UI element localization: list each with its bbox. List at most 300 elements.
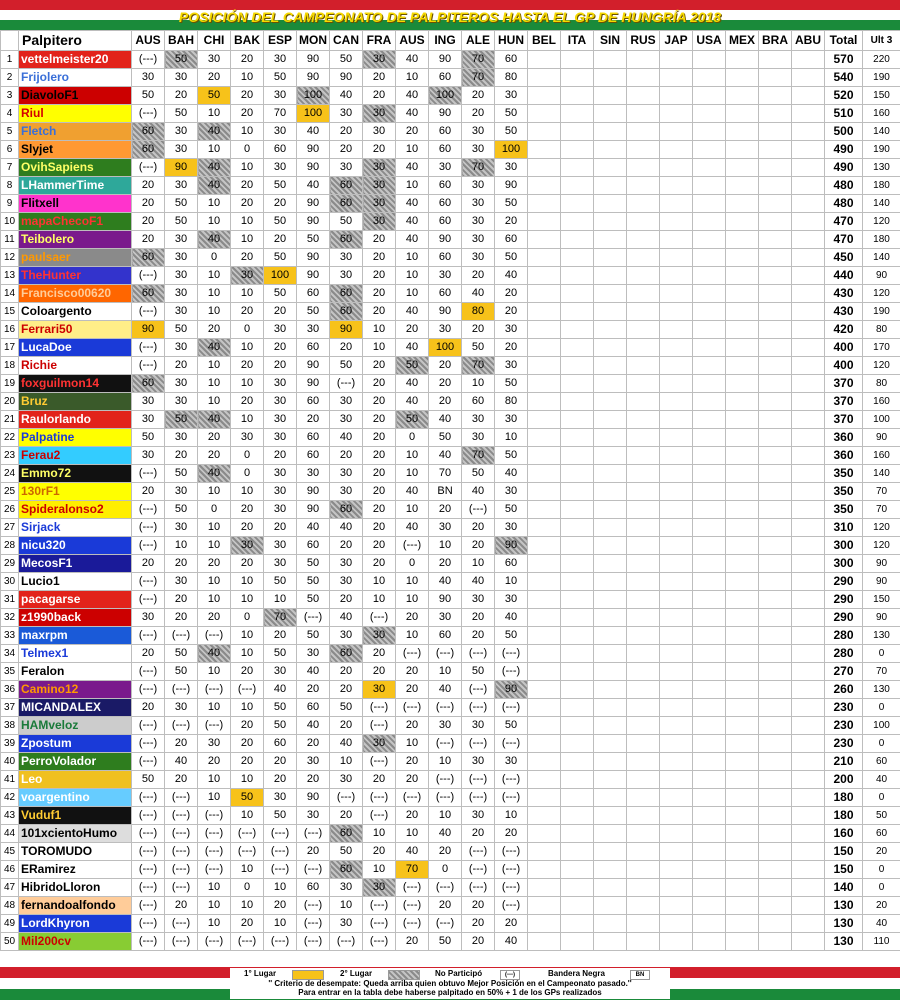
score-cell: 30 — [495, 321, 528, 339]
player-name-cell: Teibolero — [19, 231, 132, 249]
score-cell: 30 — [330, 555, 363, 573]
empty-score-cell — [594, 753, 627, 771]
score-cell: 50 — [462, 663, 495, 681]
empty-score-cell — [726, 519, 759, 537]
empty-score-cell — [759, 231, 792, 249]
empty-score-cell — [627, 627, 660, 645]
score-cell: 10 — [396, 447, 429, 465]
score-cell: 20 — [198, 429, 231, 447]
score-cell: (---) — [495, 771, 528, 789]
score-cell: 90 — [495, 177, 528, 195]
score-cell: 0 — [396, 555, 429, 573]
score-cell: 50 — [264, 213, 297, 231]
empty-score-cell — [594, 537, 627, 555]
player-name-cell: MecosF1 — [19, 555, 132, 573]
empty-score-cell — [660, 357, 693, 375]
empty-score-cell — [627, 771, 660, 789]
empty-score-cell — [660, 69, 693, 87]
score-cell: 100 — [495, 141, 528, 159]
score-cell: (---) — [495, 843, 528, 861]
empty-score-cell — [693, 501, 726, 519]
empty-score-cell — [660, 195, 693, 213]
position-cell: 44 — [1, 825, 19, 843]
empty-score-cell — [561, 375, 594, 393]
table-row — [1, 573, 900, 591]
empty-score-cell — [594, 825, 627, 843]
empty-score-cell — [693, 375, 726, 393]
score-cell: 90 — [297, 357, 330, 375]
score-cell: (---) — [429, 699, 462, 717]
score-cell: 20 — [363, 843, 396, 861]
empty-score-cell — [627, 285, 660, 303]
empty-score-cell — [759, 627, 792, 645]
player-name-cell: Leo — [19, 771, 132, 789]
score-cell: (---) — [363, 609, 396, 627]
score-cell: (---) — [429, 735, 462, 753]
legend-blackflag-label: Bandera Negra — [548, 969, 605, 978]
score-cell: 20 — [297, 735, 330, 753]
empty-score-cell — [792, 501, 825, 519]
table-row — [1, 627, 900, 645]
empty-score-cell — [792, 303, 825, 321]
score-cell: 60 — [297, 393, 330, 411]
score-cell: 10 — [396, 69, 429, 87]
position-cell: 20 — [1, 393, 19, 411]
last3-cell: 0 — [863, 645, 900, 663]
empty-score-cell — [594, 735, 627, 753]
score-cell: (---) — [297, 915, 330, 933]
score-cell: 50 — [132, 429, 165, 447]
score-cell: 10 — [198, 357, 231, 375]
score-cell: 10 — [264, 879, 297, 897]
score-cell: 20 — [363, 483, 396, 501]
score-cell: 50 — [330, 699, 363, 717]
empty-score-cell — [561, 195, 594, 213]
score-cell: 80 — [495, 69, 528, 87]
score-cell: 70 — [462, 159, 495, 177]
score-cell: 30 — [363, 105, 396, 123]
score-cell: 100 — [297, 105, 330, 123]
total-cell: 400 — [825, 339, 863, 357]
empty-score-cell — [660, 771, 693, 789]
score-cell: (---) — [330, 933, 363, 951]
empty-score-cell — [792, 933, 825, 951]
score-cell: 30 — [495, 159, 528, 177]
score-cell: 60 — [132, 141, 165, 159]
score-cell: (---) — [165, 843, 198, 861]
table-row — [1, 717, 900, 735]
score-cell: 100 — [297, 87, 330, 105]
empty-score-cell — [561, 753, 594, 771]
score-cell: 10 — [198, 303, 231, 321]
total-cell: 260 — [825, 681, 863, 699]
empty-score-cell — [726, 555, 759, 573]
empty-score-cell — [528, 411, 561, 429]
empty-score-cell — [660, 663, 693, 681]
score-cell: 30 — [165, 303, 198, 321]
score-cell: (---) — [132, 357, 165, 375]
empty-score-cell — [792, 51, 825, 69]
empty-score-cell — [693, 663, 726, 681]
position-cell: 26 — [1, 501, 19, 519]
score-cell: 30 — [462, 429, 495, 447]
last3-cell: 170 — [863, 339, 900, 357]
score-cell: 40 — [429, 825, 462, 843]
score-cell: 30 — [495, 411, 528, 429]
table-row — [1, 501, 900, 519]
score-cell: 60 — [297, 339, 330, 357]
score-cell: 10 — [396, 465, 429, 483]
position-cell: 17 — [1, 339, 19, 357]
position-cell: 18 — [1, 357, 19, 375]
column-header-race: BAK — [231, 31, 264, 51]
empty-score-cell — [594, 897, 627, 915]
last3-cell: 0 — [863, 699, 900, 717]
empty-score-cell — [660, 375, 693, 393]
score-cell: 30 — [330, 159, 363, 177]
score-cell: BN — [429, 483, 462, 501]
score-cell: (---) — [330, 375, 363, 393]
last3-cell: 120 — [863, 357, 900, 375]
score-cell: 0 — [231, 141, 264, 159]
score-cell: 20 — [330, 123, 363, 141]
score-cell: 10 — [198, 915, 231, 933]
table-row — [1, 195, 900, 213]
empty-score-cell — [594, 519, 627, 537]
score-cell: 30 — [297, 321, 330, 339]
empty-score-cell — [693, 447, 726, 465]
score-cell: 10 — [363, 591, 396, 609]
empty-score-cell — [759, 303, 792, 321]
score-cell: 30 — [495, 753, 528, 771]
score-cell: 90 — [495, 537, 528, 555]
score-cell: 20 — [330, 717, 363, 735]
score-cell: 20 — [198, 609, 231, 627]
empty-score-cell — [627, 411, 660, 429]
score-cell: 20 — [231, 249, 264, 267]
empty-score-cell — [759, 645, 792, 663]
score-cell: 30 — [330, 879, 363, 897]
empty-score-cell — [693, 879, 726, 897]
score-cell: 10 — [396, 501, 429, 519]
score-cell: 50 — [165, 645, 198, 663]
score-cell: 30 — [363, 123, 396, 141]
empty-score-cell — [660, 879, 693, 897]
empty-score-cell — [660, 627, 693, 645]
total-cell: 310 — [825, 519, 863, 537]
score-cell: 10 — [165, 537, 198, 555]
score-cell: 50 — [165, 501, 198, 519]
score-cell: 30 — [363, 681, 396, 699]
score-cell: 20 — [462, 537, 495, 555]
player-name-cell: fernandoalfondo — [19, 897, 132, 915]
empty-score-cell — [528, 825, 561, 843]
empty-score-cell — [693, 141, 726, 159]
score-cell: 40 — [396, 339, 429, 357]
empty-score-cell — [726, 483, 759, 501]
score-cell: 30 — [462, 213, 495, 231]
score-cell: (---) — [264, 861, 297, 879]
score-cell: (---) — [297, 825, 330, 843]
table-row — [1, 393, 900, 411]
last3-cell: 160 — [863, 447, 900, 465]
last3-cell: 220 — [863, 51, 900, 69]
score-cell: 30 — [165, 285, 198, 303]
table-row — [1, 411, 900, 429]
score-cell: 30 — [264, 789, 297, 807]
score-cell: 10 — [198, 771, 231, 789]
score-cell: 30 — [231, 537, 264, 555]
score-cell: 0 — [198, 501, 231, 519]
score-cell: 10 — [396, 735, 429, 753]
player-name-cell: pacagarse — [19, 591, 132, 609]
score-cell: (---) — [132, 591, 165, 609]
score-cell: 20 — [264, 519, 297, 537]
position-cell: 6 — [1, 141, 19, 159]
empty-score-cell — [561, 573, 594, 591]
score-cell: 60 — [330, 861, 363, 879]
score-cell: 0 — [231, 609, 264, 627]
empty-score-cell — [693, 915, 726, 933]
empty-score-cell — [627, 159, 660, 177]
score-cell: 40 — [165, 753, 198, 771]
player-name-cell: Palpatine — [19, 429, 132, 447]
empty-score-cell — [561, 249, 594, 267]
score-cell: 30 — [132, 69, 165, 87]
empty-score-cell — [792, 897, 825, 915]
score-cell: 30 — [330, 627, 363, 645]
last3-cell: 180 — [863, 231, 900, 249]
table-row — [1, 87, 900, 105]
score-cell: 30 — [132, 447, 165, 465]
score-cell: (---) — [132, 753, 165, 771]
empty-score-cell — [660, 159, 693, 177]
empty-score-cell — [693, 339, 726, 357]
score-cell: 20 — [264, 195, 297, 213]
score-cell: 10 — [363, 825, 396, 843]
score-cell: 20 — [198, 753, 231, 771]
score-cell: 30 — [495, 519, 528, 537]
score-cell: 30 — [165, 393, 198, 411]
empty-score-cell — [726, 861, 759, 879]
score-cell: 60 — [132, 123, 165, 141]
empty-score-cell — [759, 123, 792, 141]
score-cell: 20 — [396, 753, 429, 771]
empty-score-cell — [726, 69, 759, 87]
empty-score-cell — [561, 411, 594, 429]
score-cell: 30 — [495, 87, 528, 105]
last3-cell: 140 — [863, 123, 900, 141]
score-cell: 20 — [495, 825, 528, 843]
empty-score-cell — [726, 285, 759, 303]
score-cell: 100 — [429, 339, 462, 357]
score-cell: 70 — [396, 861, 429, 879]
column-header-race: FRA — [363, 31, 396, 51]
empty-score-cell — [561, 645, 594, 663]
empty-score-cell — [792, 177, 825, 195]
empty-score-cell — [759, 771, 792, 789]
total-cell: 300 — [825, 537, 863, 555]
empty-score-cell — [726, 429, 759, 447]
empty-score-cell — [759, 213, 792, 231]
score-cell: 30 — [462, 591, 495, 609]
position-cell: 28 — [1, 537, 19, 555]
score-cell: 40 — [396, 105, 429, 123]
empty-score-cell — [660, 249, 693, 267]
score-cell: 20 — [264, 447, 297, 465]
score-cell: 40 — [495, 933, 528, 951]
score-cell: 90 — [297, 249, 330, 267]
empty-score-cell — [792, 681, 825, 699]
score-cell: 40 — [330, 609, 363, 627]
score-cell: 50 — [495, 195, 528, 213]
score-cell: 100 — [429, 87, 462, 105]
score-cell: (---) — [495, 897, 528, 915]
score-cell: 30 — [264, 159, 297, 177]
empty-score-cell — [693, 843, 726, 861]
empty-score-cell — [726, 789, 759, 807]
score-cell: 60 — [264, 141, 297, 159]
score-cell: 50 — [264, 177, 297, 195]
position-cell: 49 — [1, 915, 19, 933]
empty-score-cell — [627, 303, 660, 321]
empty-score-cell — [792, 807, 825, 825]
empty-score-cell — [660, 645, 693, 663]
empty-score-cell — [594, 807, 627, 825]
score-cell: 10 — [396, 177, 429, 195]
empty-score-cell — [594, 357, 627, 375]
score-cell: 10 — [495, 573, 528, 591]
score-cell: 10 — [396, 627, 429, 645]
empty-score-cell — [528, 123, 561, 141]
score-cell: 20 — [264, 357, 297, 375]
score-cell: 40 — [198, 231, 231, 249]
empty-score-cell — [726, 447, 759, 465]
empty-score-cell — [660, 141, 693, 159]
score-cell: 30 — [231, 267, 264, 285]
empty-score-cell — [627, 897, 660, 915]
score-cell: 60 — [132, 249, 165, 267]
score-cell: (---) — [462, 681, 495, 699]
empty-score-cell — [594, 465, 627, 483]
empty-score-cell — [726, 699, 759, 717]
empty-score-cell — [792, 735, 825, 753]
empty-score-cell — [660, 897, 693, 915]
score-cell: 50 — [132, 771, 165, 789]
player-name-cell: Coloargento — [19, 303, 132, 321]
column-header-race: JAP — [660, 31, 693, 51]
total-cell: 350 — [825, 501, 863, 519]
empty-score-cell — [792, 717, 825, 735]
empty-score-cell — [759, 501, 792, 519]
score-cell: (---) — [165, 789, 198, 807]
empty-score-cell — [594, 663, 627, 681]
score-cell: 0 — [231, 321, 264, 339]
empty-score-cell — [759, 177, 792, 195]
score-cell: 20 — [264, 771, 297, 789]
score-cell: (---) — [297, 897, 330, 915]
score-cell: 50 — [495, 501, 528, 519]
empty-score-cell — [528, 465, 561, 483]
score-cell: 20 — [165, 591, 198, 609]
position-cell: 41 — [1, 771, 19, 789]
empty-score-cell — [726, 627, 759, 645]
score-cell: 50 — [297, 591, 330, 609]
score-cell: 60 — [330, 231, 363, 249]
score-cell: 30 — [165, 375, 198, 393]
empty-score-cell — [693, 573, 726, 591]
column-header-race: CAN — [330, 31, 363, 51]
empty-score-cell — [726, 825, 759, 843]
score-cell: 40 — [198, 465, 231, 483]
position-cell: 14 — [1, 285, 19, 303]
empty-score-cell — [759, 717, 792, 735]
empty-score-cell — [627, 915, 660, 933]
player-name-cell: foxguilmon14 — [19, 375, 132, 393]
position-cell: 13 — [1, 267, 19, 285]
player-name-cell: Feralon — [19, 663, 132, 681]
score-cell: 20 — [132, 483, 165, 501]
score-cell: 60 — [429, 249, 462, 267]
score-cell: 10 — [330, 897, 363, 915]
score-cell: 40 — [396, 195, 429, 213]
empty-score-cell — [627, 933, 660, 951]
empty-score-cell — [759, 537, 792, 555]
score-cell: 10 — [231, 375, 264, 393]
table-row — [1, 645, 900, 663]
empty-score-cell — [759, 555, 792, 573]
empty-score-cell — [792, 285, 825, 303]
total-cell: 480 — [825, 177, 863, 195]
score-cell: 90 — [429, 591, 462, 609]
empty-score-cell — [726, 807, 759, 825]
last3-cell: 160 — [863, 105, 900, 123]
score-cell: (---) — [396, 915, 429, 933]
empty-score-cell — [528, 591, 561, 609]
empty-score-cell — [726, 573, 759, 591]
score-cell: 60 — [429, 123, 462, 141]
last3-cell: 160 — [863, 393, 900, 411]
empty-score-cell — [693, 267, 726, 285]
last3-cell: 130 — [863, 159, 900, 177]
empty-score-cell — [726, 717, 759, 735]
score-cell: 20 — [264, 897, 297, 915]
total-cell: 150 — [825, 843, 863, 861]
score-cell: 20 — [495, 915, 528, 933]
column-header-last3: Ult 3 — [863, 31, 900, 51]
score-cell: 30 — [495, 357, 528, 375]
empty-score-cell — [792, 159, 825, 177]
empty-score-cell — [693, 519, 726, 537]
score-cell: 20 — [330, 663, 363, 681]
empty-score-cell — [759, 753, 792, 771]
empty-score-cell — [660, 123, 693, 141]
empty-score-cell — [693, 591, 726, 609]
empty-score-cell — [660, 843, 693, 861]
score-cell: 0 — [231, 447, 264, 465]
empty-score-cell — [726, 51, 759, 69]
empty-score-cell — [726, 159, 759, 177]
score-cell: 20 — [231, 303, 264, 321]
score-cell: (---) — [198, 717, 231, 735]
position-cell: 21 — [1, 411, 19, 429]
empty-score-cell — [693, 735, 726, 753]
empty-score-cell — [726, 213, 759, 231]
score-cell: 30 — [330, 267, 363, 285]
position-cell: 37 — [1, 699, 19, 717]
empty-score-cell — [792, 699, 825, 717]
score-cell: 50 — [462, 339, 495, 357]
